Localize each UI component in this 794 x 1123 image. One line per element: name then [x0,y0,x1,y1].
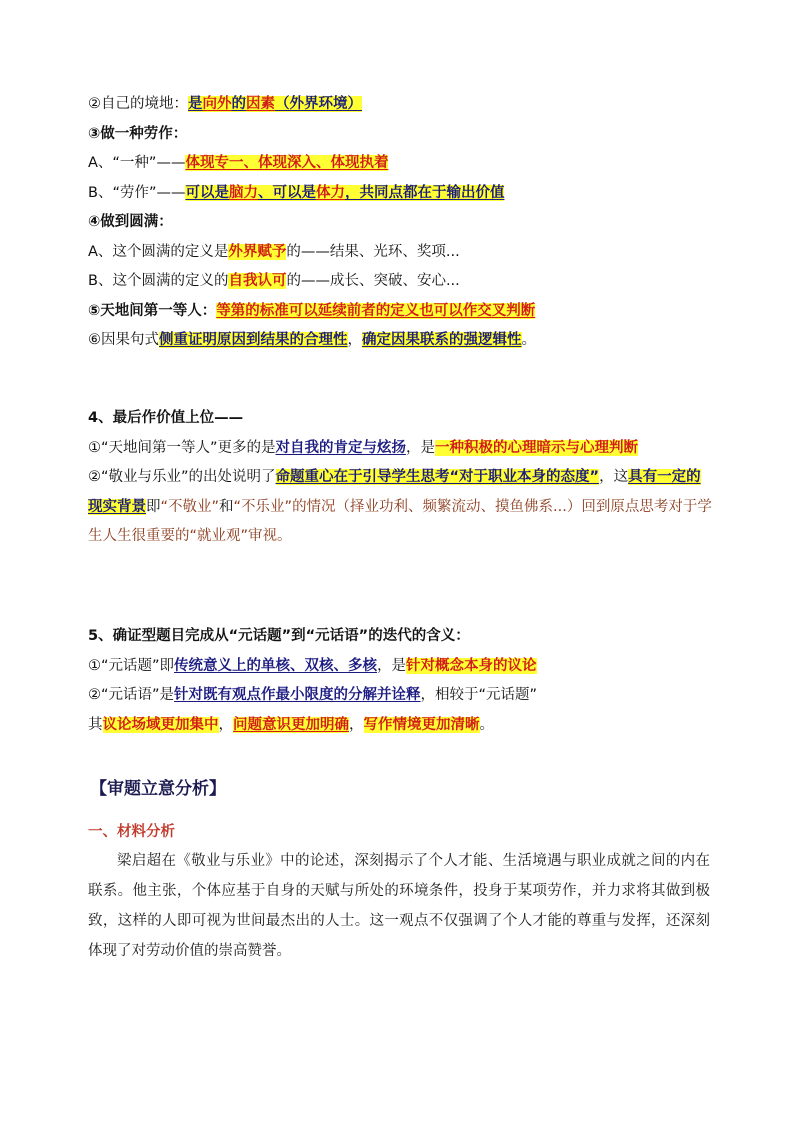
line-origin-explanation: ②“敬业与乐业”的出处说明了命题重心在于引导学生思考“对于职业本身的态度”，这具有一定的现实背景即“不敬业”和“不乐业”的情况（择业功利、频繁流动、摸鱼佛系...）回到原点思考对于学生人生很重要的“就业观”审视。 [88,469,712,544]
line-meta-topic: ①“元话题”即传统意义上的单核、双核、多核，是针对概念本身的议论 [88,657,537,674]
line-labor: B、“劳作”——可以是脑力、可以是体力，共同点都在于输出价值 [88,184,505,201]
line-self-definition: B、这个圆满的定义的自我认可的——成长、突破、安心... [88,273,460,289]
line-labor-heading: ③做一种劳作： [88,125,188,142]
line-one-kind: A、“一种”——体现专一、体现深入、体现执着 [88,155,389,171]
line-first-class-person: ⑤天地间第一等人：等第的标准可以延续前者的定义也可以作交叉判断 [88,302,536,319]
section-5 [88,622,713,740]
line-causal-sentence: ⑥因果句式侧重证明原因到结果的合理性，确定因果联系的强逻辑性。 [88,332,536,348]
material-analysis-paragraph: 梁启超在《敬业与乐业》中的论述，深刻揭示了个人才能、生活境遇与职业成就之间的内在联系。他主张，个体应基于自身的天赋与所处的环境条件，投身于某项劳作，并力求将其做到极致，这样的人即可视为世间最杰出的人士。这一观点不仅强调了个人才能的尊重与发挥，还深刻体现了对劳动价值的崇高赞誉。 [88,853,710,959]
line-meta-comparison: 其议论场域更加集中，问题意识更加明确，写作情境更加清晰。 [88,716,494,733]
analysis-heading: 【审题立意分析】 [90,779,226,799]
section-4 [88,404,713,552]
line-self-situation: ②自己的境地：是向外的因素（外界环境） [88,96,362,112]
section-1 [88,90,713,356]
line-self-affirmation: ①“天地间第一等人”更多的是对自我的肯定与炫扬，是一种积极的心理暗示与心理判断 [88,439,639,456]
line-external-definition: A、这个圆满的定义是外界赋予的——结果、光环、奖项... [88,243,460,260]
material-analysis-title: 一、材料分析 [88,824,175,840]
section-4-title: 4、最后作价值上位—— [88,410,244,426]
section-5-title: 5、确证型题目完成从“元话题”到“元话语”的迭代的含义： [88,628,470,644]
line-perfection-heading: ④做到圆满： [88,214,173,230]
line-meta-discourse: ②“元话语”是针对既有观点作最小限度的分解并诠释，相较于“元话题” [88,687,538,703]
